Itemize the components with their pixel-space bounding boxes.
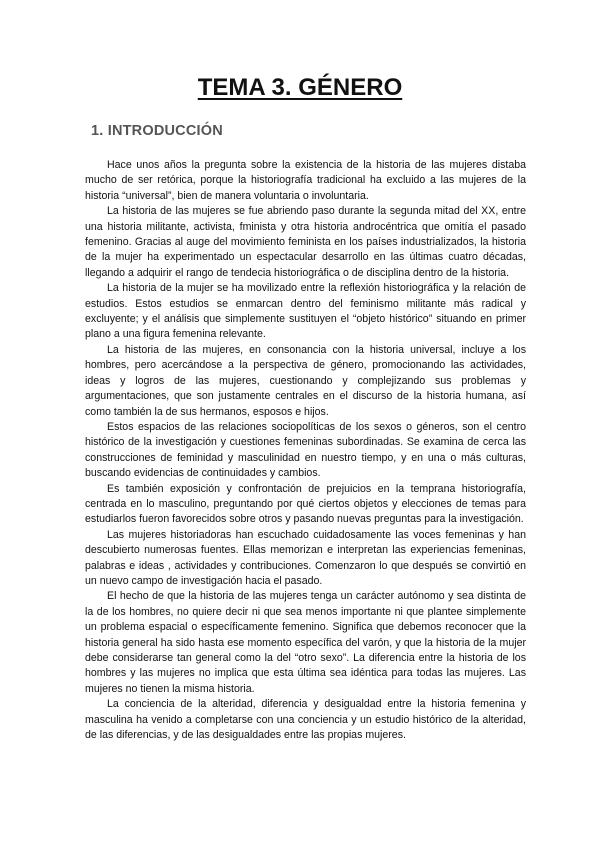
paragraph: La conciencia de la alteridad, diferencia y desigualdad entre la historia femenina y masculina ha venido a completarse con una conciencia y un estudio histórico de la alteridad, de las diferencias, y de las desigualdades entre las propias mujeres. xyxy=(85,698,526,742)
paragraph: La historia de las mujeres se fue abriendo paso durante la segunda mitad del XX, entre una historia militante, activista, fminista y otra historia androcéntrica que omitía el pasado femenino. Gracias al auge del movimiento feminista en los países industrializados, la historia de la mujer ha experimentado un espectacular desarrollo en las últimas cuatro décadas, llegando a adquirir el rango de tendecia historiográfica o de disciplina dentro de la historia. xyxy=(85,205,526,279)
document-title-text: TEMA 3. GÉNERO xyxy=(197,74,403,101)
paragraph: La historia de la mujer se ha movilizado entre la reflexión historiográfica y la relación de estudios. Estos estudios se enmarcan dentro del feminismo militante más radical y excluyente; y el análisis que simplemente sustituyen el “objeto histórico” situando en primer plano a una figura femenina relevante. xyxy=(85,282,526,341)
paragraph: Las mujeres historiadoras han escuchado cuidadosamente las voces femeninas y han descubierto numerosas fuentes. Ellas memorizan e interpretan las experiencias femeninas, palabras e ideas , actividades y contribuciones. Comenzaron lo que después se convirtió en un nuevo campo de investigación hacia el pasado. xyxy=(85,528,526,587)
paragraph: El hecho de que la historia de las mujeres tenga un carácter autónomo y sea distinta de la de los hombres, no quiere decir ni que sea menos importante ni que plantee simplemente un problema espacial o específicamente femenino. Significa que debemos reconocer que la historia general ha sido hasta ese momento específica del varón, y que la historia de la mujer debe considerarse tan general como la del “otro sexo”. La diferencia entre la historia de los hombres y las mujeres no implica que esta última sea idéntica para todas las mujeres. Las mujeres no tienen la misma historia. xyxy=(85,590,526,695)
paragraph: La historia de las mujeres, en consonancia con la historia universal, incluye a los hombres, pero acercándose a la perspectiva de género, promocionando las actividades, ideas y logros de las mujeres, cuestionando y complejizando sus problemas y argumentaciones, que son justamente centrales en el discurso de la historia humana, así como también la de sus hermanos, esposos e hijos. xyxy=(85,343,526,418)
document-body xyxy=(85,158,526,743)
paragraph: Es también exposición y confrontación de prejuicios en la temprana historiografía, centrada en lo masculino, preguntando por qué ciertos objetos y elecciones de temas para estudiarlos fueron favorecidos sobre otros y pasando nuevas preguntas para la investigación. xyxy=(85,482,526,526)
document-title xyxy=(0,74,600,102)
section-heading: 1. INTRODUCCIÓN xyxy=(91,123,223,139)
paragraph: Hace unos años la pregunta sobre la existencia de la historia de las mujeres distaba mucho de ser retórica, porque la historiografía tradicional ha excluido a las mujeres de la historia “universal”, bien de manera voluntaria o involuntaria. xyxy=(85,159,526,202)
paragraph: Estos espacios de las relaciones sociopolíticas de los sexos o géneros, son el centro histórico de la investigación y cuestiones femeninas subordinadas. Se examina de cerca las construcciones de feminidad y masculinidad en nuestro tiempo, y en una o más culturas, buscando evidencias de continuidades y cambios. xyxy=(85,420,526,480)
